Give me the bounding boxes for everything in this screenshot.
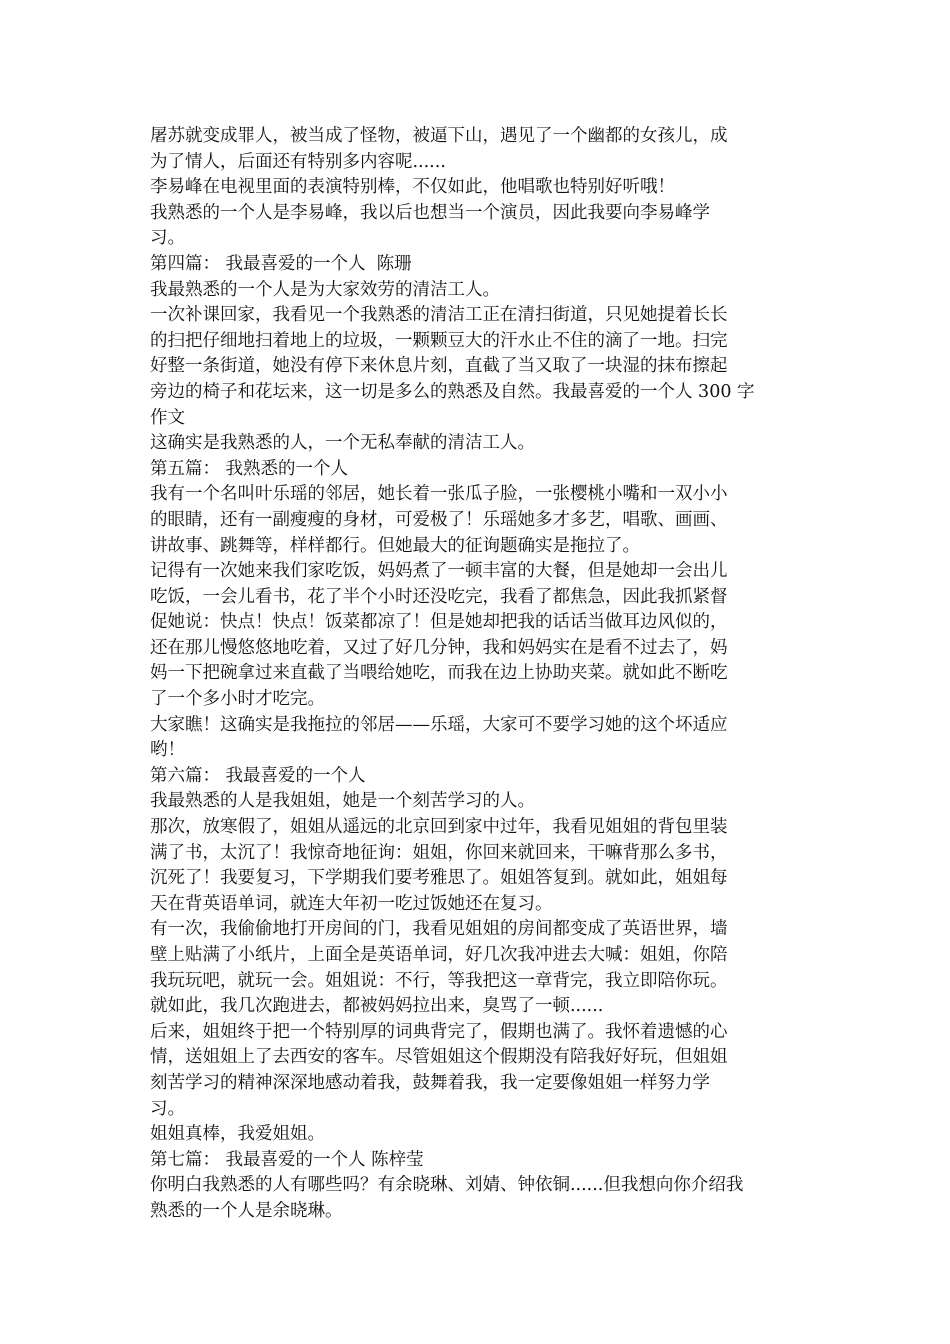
text-line: 记得有一次她来我们家吃饭，妈妈煮了一顿丰富的大餐，但是她却一会出儿 <box>150 561 728 582</box>
text-line: 天在背英语单词，就连大年初一吃过饭她还在复习。 <box>150 893 553 914</box>
text-line: 壁上贴满了小纸片，上面全是英语单词，好几次我冲进去大喊：姐姐，你陪 <box>150 945 728 965</box>
text-line: 我有一个名叫叶乐瑶的邻居，她长着一张瓜子脸，一张樱桃小嘴和一双小小 <box>150 484 728 505</box>
text-line: 情，送姐姐上了去西安的客车。尽管姐姐这个假期没有陪我好好玩，但姐姐 <box>150 1047 728 1068</box>
text-line: 这确实是我熟悉的人，一个无私奉献的清洁工人。 <box>150 433 535 454</box>
text-line: 妈一下把碗拿过来直截了当喂给她吃，而我在边上协助夹菜。就如此不断吃 <box>150 663 728 684</box>
text-line: 为了情人，后面还有特别多内容呢...... <box>150 151 446 172</box>
document-body <box>150 124 810 1225</box>
text-line: 还在那儿慢悠悠地吃着，又过了好几分钟，我和妈妈实在是看不过去了，妈 <box>150 637 728 658</box>
text-line: 吃饭，一会儿看书，花了半个小时还没吃完，我看了都焦急，因此我抓紧督 <box>150 586 728 607</box>
text-line: 大家瞧！这确实是我拖拉的邻居——乐瑶，大家可不要学习她的这个坏适应 <box>150 714 728 735</box>
text-line: 沉死了！我要复习，下学期我们要考雅思了。姐姐答复到。就如此，姐姐每 <box>150 868 728 889</box>
text-line: 促她说：快点！快点！饭菜都凉了！但是她却把我的话话当做耳边风似的， <box>150 612 728 633</box>
text-line: 第四篇： 我最喜爱的一个人 陈珊 <box>150 253 412 274</box>
text-line: 一次补课回家，我看见一个我熟悉的清洁工正在清扫街道，只见她提着长长 <box>150 305 728 326</box>
text-line: 习。 <box>150 1098 185 1119</box>
text-line: 第七篇： 我最喜爱的一个人 陈梓莹 <box>150 1149 424 1170</box>
text-line: 好整一条街道，她没有停下来休息片刻，直截了当又取了一块湿的抹布擦起 <box>150 356 728 377</box>
text-line: 后来，姐姐终于把一个特别厚的词典背完了，假期也满了。我怀着遗憾的心 <box>150 1021 728 1042</box>
text-line: 第六篇： 我最喜爱的一个人 <box>150 765 366 786</box>
text-line: 你明白我熟悉的人有哪些吗？有余晓琳、刘婧、钟依铜......但我想向你介绍我 <box>150 1175 744 1196</box>
text-line: 刻苦学习的精神深深地感动着我，鼓舞着我，我一定要像姐姐一样努力学 <box>150 1072 710 1093</box>
text-line: 作文 <box>150 407 185 428</box>
text-line: 我最熟悉的人是我姐姐，她是一个刻苦学习的人。 <box>150 791 535 812</box>
text-line: 姐姐真棒，我爱姐姐。 <box>150 1124 325 1145</box>
text-line: 哟！ <box>150 740 185 761</box>
text-line: 那次，放寒假了，姐姐从遥远的北京回到家中过年，我看见姐姐的背包里装 <box>150 817 728 838</box>
text-line: 就如此，我几次跑进去，都被妈妈拉出来，臭骂了一顿...... <box>150 996 604 1017</box>
text-line: 的扫把仔细地扫着地上的垃圾，一颗颗豆大的汗水止不住的滴了一地。扫完 <box>150 330 728 351</box>
text-line: 满了书，太沉了！我惊奇地征询：姐姐，你回来就回来，干嘛背那么多书， <box>150 842 728 863</box>
text-line: 了一个多小时才吃完。 <box>150 689 325 710</box>
text-line: 第五篇： 我熟悉的一个人 <box>150 458 349 479</box>
text-line: 李易峰在电视里面的表演特别棒，不仅如此，他唱歌也特别好听哦！ <box>150 177 675 198</box>
text-line: 有一次，我偷偷地打开房间的门，我看见姐姐的房间都变成了英语世界，墙 <box>150 919 728 940</box>
text-line: 我玩玩吧，就玩一会。姐姐说：不行，等我把这一章背完，我立即陪你玩。 <box>150 970 728 991</box>
text-line: 我熟悉的一个人是李易峰，我以后也想当一个演员，因此我要向李易峰学 <box>150 202 710 223</box>
text-line: 习。 <box>150 228 185 249</box>
text-line: 的眼睛，还有一副瘦瘦的身材，可爱极了！乐瑶她多才多艺，唱歌、画画、 <box>150 509 728 530</box>
text-line: 讲故事、跳舞等，样样都行。但她最大的征询题确实是拖拉了。 <box>150 535 640 556</box>
text-line: 旁边的椅子和花坛来，这一切是多么的熟悉及自然。我最喜爱的一个人 300 字 <box>150 381 755 402</box>
text-line: 熟悉的一个人是余晓琳。 <box>150 1200 343 1221</box>
text-line: 我最熟悉的一个人是为大家效劳的清洁工人。 <box>150 279 500 300</box>
text-line: 屠苏就变成罪人，被当成了怪物，被逼下山，遇见了一个幽都的女孩儿，成 <box>150 126 728 146</box>
